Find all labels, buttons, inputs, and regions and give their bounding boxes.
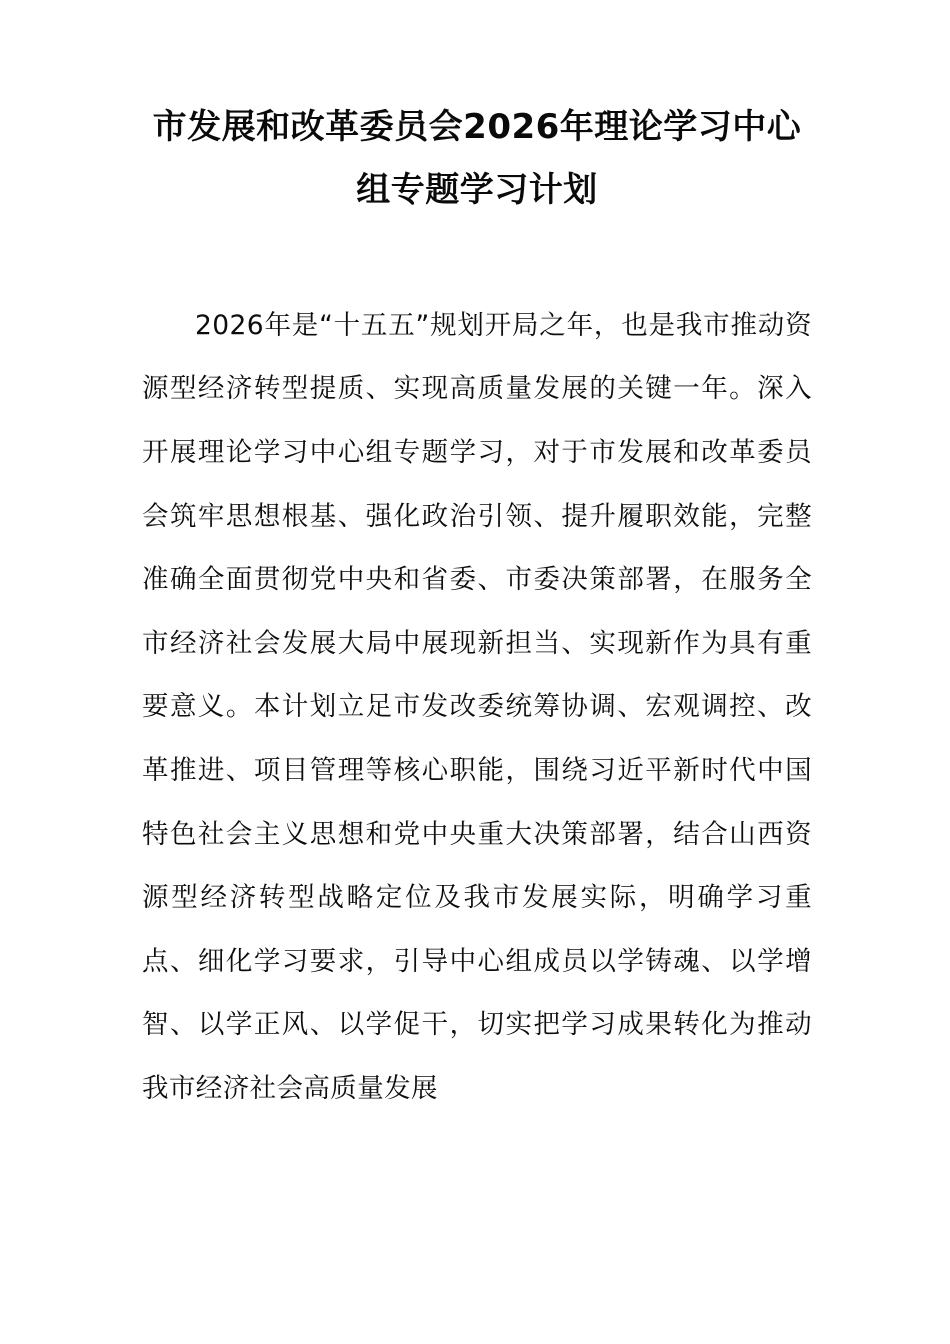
- paragraph-1: 2026年是“十五五”规划开局之年，也是我市推动资源型经济转型提质、实现高质量发展的关键一年。深入开展理论学习中心组专题学习，对于市发展和改革委员会筑牢思想根基、强化政治引领、提升履职效能，完整准确全面贯彻党中央和省委、市委决策部署，在服务全市经济社会发展大局中展现新担当、实现新作为具有重要意义。本计划立足市发改委统筹协调、宏观调控、改革推进、项目管理等核心职能，围绕习近平新时代中国特色社会主义思想和党中央重大决策部署，结合山西资源型经济转型战略定位及我市发展实际，明确学习重点、细化学习要求，引导中心组成员以学铸魂、以学增智、以学正风、以学促干，切实把学习成果转化为推动我市经济社会高质量发展: [142, 309, 812, 1104]
- document-body: [142, 294, 812, 1121]
- page-title: 市发展和改革委员会2026年理论学习中心组专题学习计划: [152, 107, 802, 210]
